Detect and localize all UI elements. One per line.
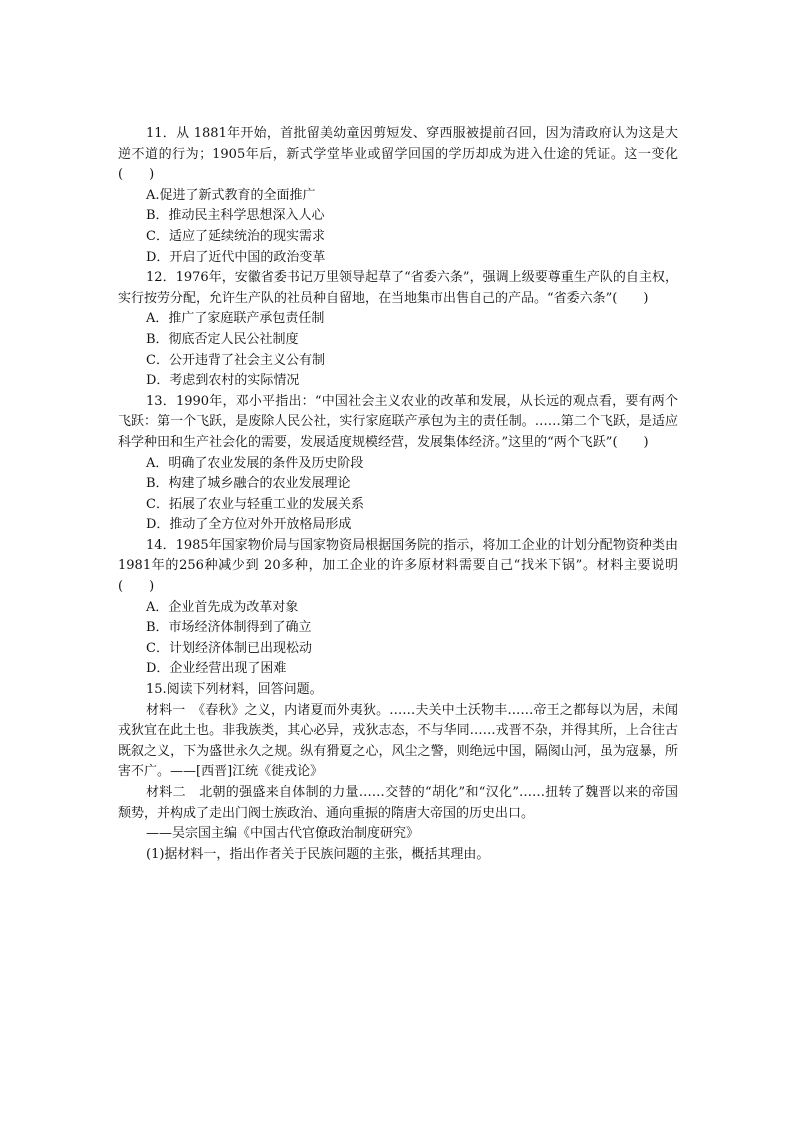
option-d: D．推动了全方位对外开放格局形成 — [146, 517, 352, 533]
option-c: C．适应了延续统治的现实需求 — [146, 228, 325, 244]
option-d: D．开启了近代中国的政治变革 — [146, 249, 326, 265]
question-15 — [118, 680, 678, 865]
option-c: C．计划经济体制已出现松动 — [146, 640, 312, 656]
question-stem: 12．1976年，安徽省委书记万里领导起草了“省委六条”，强调上级要尊重生产队的自主权，实行按劳分配，允许生产队的社员种自留地，在当地集市出售自己的产品。“省委六条”( ) — [118, 270, 678, 306]
material-two: 材料二 北朝的强盛来自体制的力量……交替的“胡化”和“汉化”……扭转了魏晋以来的帝国颓势，并构成了走出门阀士族政治、通向重振的隋唐大帝国的历史出口。 — [118, 785, 678, 821]
option-b: B．彻底否定人民公社制度 — [146, 331, 299, 347]
option-c: C．拓展了农业与轻重工业的发展关系 — [146, 496, 364, 512]
option-a: A.促进了新式教育的全面推广 — [146, 187, 316, 203]
option-d: D．考虑到农村的实际情况 — [146, 373, 300, 389]
option-c: C．公开违背了社会主义公有制 — [146, 352, 325, 368]
question-stem: 11．从 1881年开始，首批留美幼童因剪短发、穿西服被提前召回，因为清政府认为这是大逆不道的行为；1905年后，新式学堂毕业或留学回国的学历却成为进入仕途的凭证。这一变化( ) — [118, 126, 678, 183]
material-citation: ——吴宗国主编《中国古代官僚政治制度研究》 — [146, 826, 420, 842]
question-12 — [118, 268, 678, 392]
sub-question-1: (1)据材料一，指出作者关于民族问题的主张，概括其理由。 — [146, 846, 490, 862]
option-a: A．企业首先成为改革对象 — [146, 599, 299, 615]
option-b: B．推动民主科学思想深入人心 — [146, 208, 325, 224]
question-11 — [118, 124, 678, 268]
question-stem: 13．1990年，邓小平指出：“中国社会主义农业的改革和发展，从长远的观点看，要有两个飞跃：第一个飞跃，是废除人民公社，实行家庭联产承包为主的责任制。……第二个飞跃，是适应科学种田和生产社会化的需要，发展适度规模经营，发展集体经济。”这里的“两个飞跃”( ) — [118, 393, 678, 450]
question-stem: 14．1985年国家物价局与国家物资局根据国务院的指示，将加工企业的计划分配物资种类由 1981年的256种减少到 20多种，加工企业的许多原材料需要自己“找米下锅”。材料主要说明( ) — [118, 537, 678, 595]
option-b: B．市场经济体制得到了确立 — [146, 620, 312, 636]
option-a: A．推广了家庭联产承包责任制 — [146, 311, 325, 327]
material-one: 材料一 《春秋》之义，内诸夏而外夷狄。……夫关中土沃物丰……帝王之都每以为居，未闻戎狄宜在此土也。非我族类，其心必异，戎狄志态，不与华同……戎晋不杂，并得其所，上合往古既叙之义，下为盛世永久之规。纵有猾夏之心，风尘之警，则绝远中国，隔阂山河，虽为寇暴，所害不广。——[西晋]江统《徙戎论》 — [118, 702, 678, 780]
question-13 — [118, 392, 678, 536]
question-intro: 15.阅读下列材料，回答问题。 — [146, 682, 323, 698]
option-a: A．明确了农业发展的条件及历史阶段 — [146, 455, 364, 471]
option-b: B．构建了城乡融合的农业发展理论 — [146, 476, 351, 492]
exam-content — [118, 124, 678, 865]
option-d: D．企业经营出现了困难 — [146, 661, 287, 677]
question-14 — [118, 536, 678, 680]
